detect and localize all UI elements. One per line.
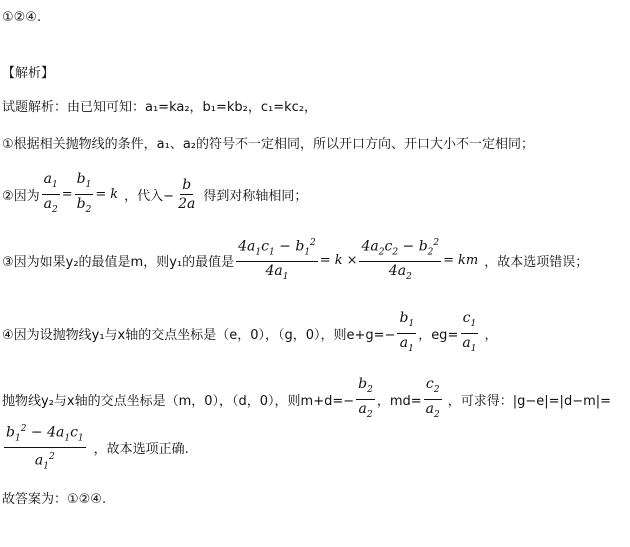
fraction-max-y1: $\frac{4a_1c_1 - b_1^2}{4a_1}$ (236, 234, 318, 286)
final-answer: 故答案为：①②④. (2, 492, 107, 507)
fraction-a1-a2: $\frac{a_1}{a_2}$ (43, 171, 58, 215)
point-4-prefix: ④因为设抛物线y₁与x轴的交点坐标是（e，0），（g，0），则e+g=− (2, 327, 396, 343)
fraction-b1-a1: $\frac{b_1}{a_1}$ (399, 310, 415, 354)
fraction-result: $\frac{b_1^2 - 4a_1c_1}{a_1^2}$ (4, 420, 86, 476)
point-4-mid: ，eg= (418, 327, 459, 343)
point-5-mid: ，md= (376, 393, 422, 409)
fraction-c1-a1: $\frac{c_1}{a_1}$ (462, 310, 477, 354)
point-6 (2, 420, 189, 476)
fraction-c2-a2: $\frac{c_2}{a_2}$ (425, 376, 440, 420)
point-4 (2, 309, 497, 358)
section-title: 【解析】 (2, 66, 55, 81)
point-3-suffix: ，故本选项错误； (484, 254, 589, 270)
point-4-suffix: ， (484, 327, 498, 343)
point-5 (2, 375, 611, 424)
point-5-prefix: 抛物线y₂与x轴的交点坐标是（m，0），（d，0），则m+d=− (2, 393, 355, 409)
point-1: ①根据相关抛物线的条件，a₁、a₂的符号不一定相同，所以开口方向、开口大小不一定相同； (2, 137, 535, 152)
point-3: ③因为如果y₂的最值是m，则y₁的最值是 $\frac{4a_1c_1 - b_1^2}{4a_1}$ = k × $\frac{4a_2c_2 - b_2^2}{4a_2}$ = km ，故本选项错误； (2, 234, 588, 286)
point-6-suffix: ，故本选项正确. (93, 442, 189, 458)
fraction-b-2a: $\frac{b}{2a}$ (178, 176, 196, 212)
point-2-prefix: ②因为 (2, 188, 40, 204)
intro-text: 试题解析：由已知可知：a₁=ka₂，b₁=kb₂，c₁=kc₂， (2, 100, 318, 115)
point-2: ②因为 $\frac{a_1}{a_2}$ = $\frac{b_1}{b_2}$ = k ，代入− $\frac{b}{2a}$ 得到对称轴相同； (2, 170, 307, 219)
fraction-max-y2: $\frac{4a_2c_2 - b_2^2}{4a_2}$ (359, 234, 441, 286)
point-2-mid: ，代入− (124, 188, 175, 204)
fraction-b1-b2: $\frac{b_1}{b_2}$ (76, 171, 92, 215)
point-5-suffix: ，可求得：|g−e|=|d−m|= (447, 393, 612, 409)
point-2-suffix: 得到对称轴相同； (203, 188, 308, 204)
point-3-prefix: ③因为如果y₂的最值是m，则y₁的最值是 (2, 254, 235, 270)
answer-line: ①②④. (2, 10, 42, 25)
fraction-b2-a2: $\frac{b_2}{a_2}$ (358, 376, 373, 420)
